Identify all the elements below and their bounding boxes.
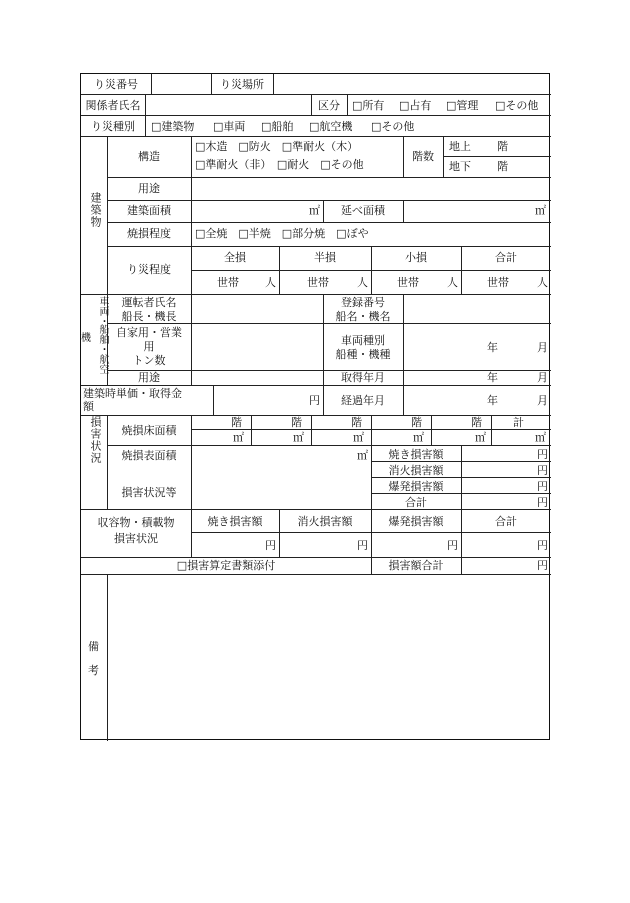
unit-price-label-cont: 額 <box>83 400 94 413</box>
rule <box>107 200 551 201</box>
floor-unit: 階 <box>351 416 362 429</box>
fire-type-aircraft[interactable]: □航空機 <box>309 120 353 133</box>
households-unit: 世帯 <box>217 276 239 289</box>
households-unit: 世帯 <box>487 276 509 289</box>
rule <box>403 294 404 385</box>
rule <box>461 557 462 574</box>
sqm-unit: ㎡ <box>233 431 244 444</box>
persons-unit: 人 <box>265 276 276 289</box>
building-use-label: 用途 <box>138 182 160 195</box>
floors-label: 階数 <box>412 150 434 163</box>
structure-options-line2[interactable]: □準耐火（非） □耐火 □その他 <box>195 158 364 171</box>
rule <box>81 94 551 95</box>
floor-unit: 階 <box>471 416 482 429</box>
fire-place-label: り災場所 <box>220 78 264 91</box>
contents-extinguish-loss: 消火損害額 <box>297 515 353 528</box>
fire-type-label: り災種別 <box>91 120 135 133</box>
persons-unit: 人 <box>537 276 548 289</box>
persons-unit: 人 <box>357 276 368 289</box>
rule <box>213 385 214 415</box>
remarks-label-1: 備 <box>88 640 99 653</box>
vehicle-group-label: 機 <box>81 333 91 344</box>
ship-aircraft-sub-label: 船舶・航空 <box>97 324 108 374</box>
floor-unit: 階 <box>291 416 302 429</box>
registration-number-label: 登録番号 <box>341 296 385 309</box>
unit-price-label: 建築時単価・取得金 <box>83 387 182 400</box>
rule <box>403 385 404 415</box>
attach-documents-checkbox[interactable]: □損害算定書類添付 <box>176 559 276 572</box>
floor-total-label: 計 <box>513 416 524 429</box>
acquired-date-label: 取得年月 <box>341 371 385 384</box>
kubun-label: 区分 <box>318 99 340 112</box>
rule <box>107 445 551 446</box>
rule <box>311 415 312 445</box>
kubun-option-occupant[interactable]: □占有 <box>399 99 432 112</box>
yen-unit: 円 <box>357 539 368 552</box>
rule <box>81 509 551 510</box>
extinguish-loss-label: 消火損害額 <box>388 464 444 477</box>
total-floor-area-unit: ㎡ <box>535 204 546 217</box>
floors-above-label: 地上 <box>449 140 471 153</box>
rule <box>107 246 551 247</box>
sqm-unit: ㎡ <box>535 431 546 444</box>
contents-total: 合計 <box>495 515 517 528</box>
contents-explosion-loss: 爆発損害額 <box>388 515 444 528</box>
damage-col-half-loss: 半損 <box>314 251 336 264</box>
party-name-label: 関係者氏名 <box>85 99 141 112</box>
yen-unit: 円 <box>537 480 548 493</box>
rule <box>431 415 432 445</box>
loss-group-label: 損害状況 <box>89 416 102 464</box>
ship-name-label: 船名・機名 <box>335 310 391 323</box>
floors-above-unit: 階 <box>497 140 508 153</box>
yen-unit: 円 <box>537 448 548 461</box>
fire-type-other[interactable]: □その他 <box>371 120 415 133</box>
burn-degree-label: 焼損程度 <box>127 227 171 240</box>
captain-label: 船長・機長 <box>121 310 177 323</box>
rule <box>81 385 551 386</box>
rule <box>491 415 492 445</box>
rule <box>151 74 152 94</box>
fire-type-vehicle[interactable]: □車両 <box>213 120 246 133</box>
contents-label: 収容物・積載物 <box>97 516 175 529</box>
sqm-unit: ㎡ <box>353 431 364 444</box>
rule <box>145 94 146 115</box>
vehicle-use-label: 用途 <box>138 371 160 384</box>
floor-unit: 階 <box>231 416 242 429</box>
remarks-label-2: 考 <box>88 664 99 677</box>
explosion-loss-label: 爆発損害額 <box>388 480 444 493</box>
floors-below-unit: 階 <box>497 160 508 173</box>
rule <box>273 74 274 94</box>
fire-type-ship[interactable]: □船舶 <box>261 120 294 133</box>
floor-unit: 階 <box>411 416 422 429</box>
households-unit: 世帯 <box>307 276 329 289</box>
rule <box>145 115 146 136</box>
driver-name-label: 運転者氏名 <box>121 296 177 309</box>
yen-unit: 円 <box>265 539 276 552</box>
building-group-label: 建築物 <box>89 192 102 228</box>
year-unit: 年 <box>487 371 498 384</box>
floors-below-label: 地下 <box>449 160 471 173</box>
rule <box>403 200 404 222</box>
structure-label: 構造 <box>138 150 160 163</box>
households-unit: 世帯 <box>397 276 419 289</box>
damage-report-form <box>80 73 550 740</box>
rule <box>81 294 551 295</box>
yen-unit: 円 <box>537 559 548 572</box>
rule <box>107 177 551 178</box>
vehicle-type-label: 車両種別 <box>341 334 385 347</box>
rule <box>191 415 192 509</box>
building-area-label: 建築面積 <box>127 204 171 217</box>
tonnage-label: トン数 <box>132 354 166 367</box>
rule <box>81 557 551 558</box>
month-unit: 月 <box>537 371 548 384</box>
loss-total-label: 合計 <box>405 496 427 509</box>
vehicle-sub-label: 車両・ <box>97 296 108 326</box>
rule <box>347 94 348 115</box>
usage-type-label: 自家用・営業 <box>116 326 182 339</box>
loss-status-label: 損害状況等 <box>121 486 177 499</box>
building-area-unit: ㎡ <box>309 204 320 217</box>
damage-degree-label: り災程度 <box>127 263 171 276</box>
burn-degree-options[interactable]: □全焼 □半焼 □部分焼 □ぼや <box>195 227 369 240</box>
burned-floor-area-label: 焼損床面積 <box>121 424 177 437</box>
rule <box>251 415 252 445</box>
sqm-unit: ㎡ <box>413 431 424 444</box>
ship-type-label: 船種・機種 <box>335 348 391 361</box>
total-floor-area-label: 延べ面積 <box>341 204 385 217</box>
damage-col-sum: 合計 <box>495 251 517 264</box>
burned-surface-area-label: 焼損表面積 <box>121 449 177 462</box>
kubun-option-other[interactable]: □その他 <box>495 99 539 112</box>
yen-unit: 円 <box>537 496 548 509</box>
kubun-option-owner[interactable]: □所有 <box>352 99 385 112</box>
rule <box>443 136 444 177</box>
damage-col-minor-loss: 小損 <box>405 251 427 264</box>
yen-unit: 円 <box>309 394 320 407</box>
year-unit: 年 <box>487 341 498 354</box>
month-unit: 月 <box>537 341 548 354</box>
burn-loss-label: 焼き損害額 <box>388 448 444 461</box>
rule <box>443 156 551 157</box>
year-unit: 年 <box>487 394 498 407</box>
yen-unit: 円 <box>537 464 548 477</box>
rule <box>371 415 372 445</box>
usage-type-label-cont: 用 <box>143 340 155 353</box>
rule <box>107 222 551 223</box>
loss-grand-total-label: 損害額合計 <box>388 559 444 572</box>
yen-unit: 円 <box>447 539 458 552</box>
elapsed-period-label: 経過年月 <box>341 394 385 407</box>
damage-col-total-loss: 全損 <box>224 251 246 264</box>
rule <box>81 115 551 116</box>
contents-burn-loss: 焼き損害額 <box>207 515 263 528</box>
fire-number-label: り災番号 <box>94 78 138 91</box>
rule <box>107 323 551 324</box>
rule <box>81 136 551 137</box>
rule <box>461 445 462 509</box>
kubun-option-manager[interactable]: □管理 <box>446 99 479 112</box>
remarks-field[interactable] <box>108 575 549 739</box>
yen-unit: 円 <box>537 539 548 552</box>
sqm-unit: ㎡ <box>475 431 486 444</box>
sqm-unit: ㎡ <box>293 431 304 444</box>
structure-options-line1[interactable]: □木造 □防火 □準耐火（木） <box>195 140 359 153</box>
sqm-unit: ㎡ <box>357 449 368 462</box>
contents-status-label: 損害状況 <box>114 532 158 545</box>
fire-type-building[interactable]: □建築物 <box>151 120 195 133</box>
persons-unit: 人 <box>447 276 458 289</box>
month-unit: 月 <box>537 394 548 407</box>
